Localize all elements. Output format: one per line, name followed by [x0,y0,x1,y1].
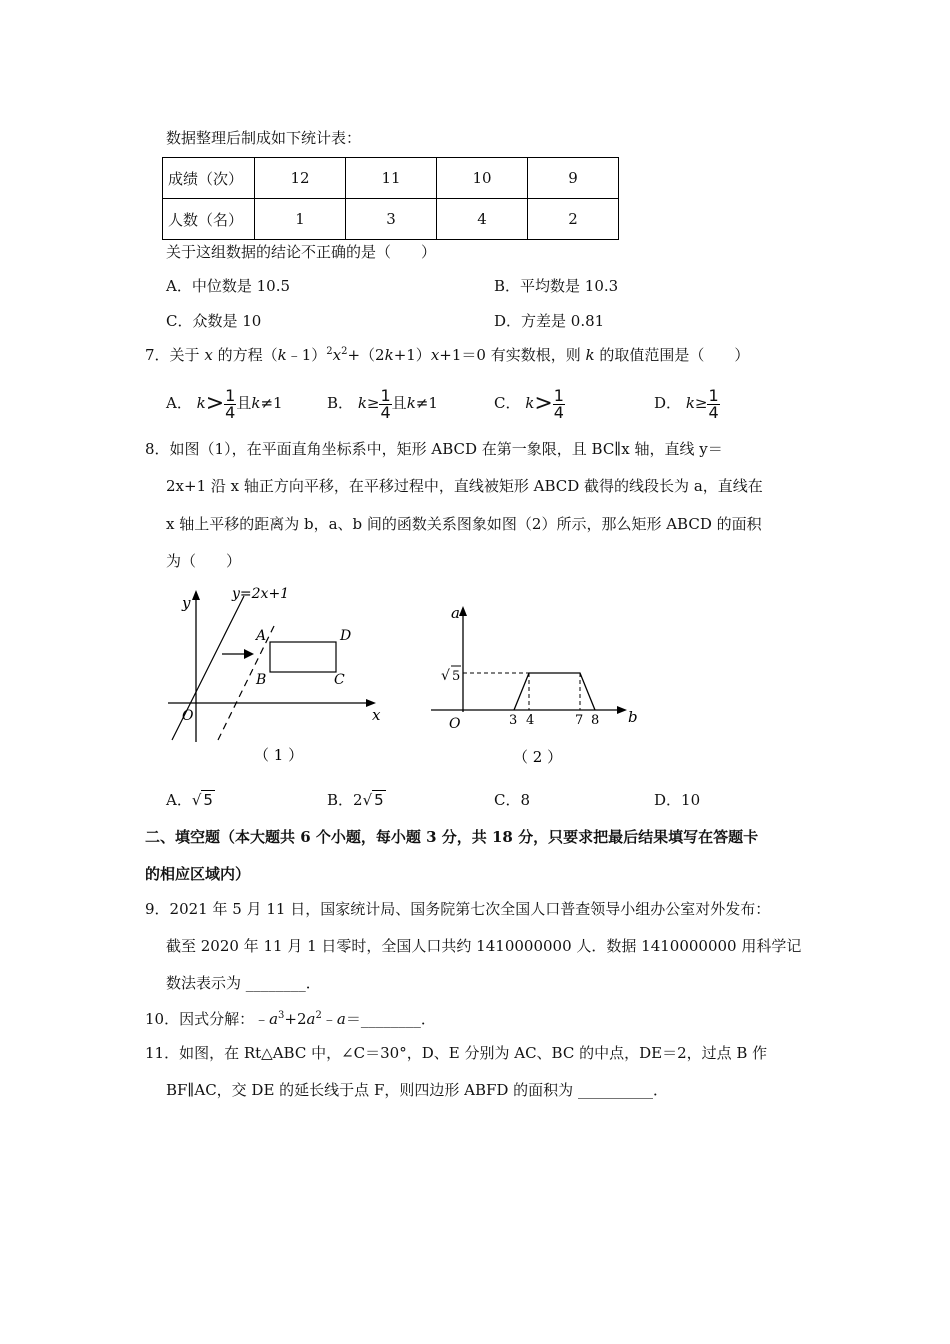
exponent: 2 [315,1010,322,1021]
var: k [585,346,595,364]
label-sqrt5: 5 [452,669,461,684]
text: ﹣ [321,1010,337,1028]
option-label: D． [654,791,682,809]
relation: ≥ [694,394,708,412]
var: k [251,394,261,412]
var: k [685,394,695,412]
option-text: 8 [520,791,531,809]
sqrt: √ 5 [362,791,384,809]
b-axis-arrow [617,706,627,714]
text: ＝________． [345,1010,436,1028]
q9-line-1: 9．2021 年 5 月 11 日，国家统计局、国务院第七次全国人口普查领导小组办公室对外发布： [145,900,771,918]
option-label: C． [494,791,521,809]
text: 的取值范围是（ ） [599,346,750,364]
denominator: 4 [225,402,236,422]
text: 10．因式分解：﹣ [145,1010,270,1028]
option-label: B． [327,394,354,412]
q8-line-1: 8．如图（1），在平面直角坐标系中，矩形 ABCD 在第一象限，且 BC∥x 轴，直线 y＝ [145,440,723,458]
relation: > [534,391,553,416]
numerator: 1 [708,385,719,405]
text: 的方程（ [217,346,278,364]
q7-option-a [166,385,283,422]
q6-option-c: C．众数是 10 [166,312,262,330]
label-x: x [372,706,381,724]
exponent: 3 [278,1010,285,1021]
q6-option-a: A．中位数是 10.5 [166,277,290,295]
relation: ≥ [366,394,380,412]
q9-line-2: 截至 2020 年 11 月 1 日零时，全国人口共约 1410000000 人．数据 1410000000 用科学记 [166,937,802,955]
table-cell: 11 [346,158,437,199]
table-row [163,199,619,240]
label-a: A [256,628,267,644]
var: k [277,346,287,364]
tick-7: 7 [575,713,584,728]
denominator: 4 [380,402,391,422]
denominator: 4 [553,402,564,422]
sqrt-sign: √ [441,668,450,684]
q8-option-d [654,790,700,810]
label-o2: O [449,716,461,732]
q8-option-c [494,790,530,810]
q11-line-1: 11．如图，在 Rt△ABC 中，∠C＝30°，D、E 分别为 AC、BC 的中点，DE＝2，过点 B 作 [145,1044,768,1062]
radicand: 5 [203,791,213,809]
question-number: 7． [145,346,170,364]
q7-stem [145,345,749,365]
figure-1 [160,582,400,772]
q6-stem: 关于这组数据的结论不正确的是（ ） [166,243,437,261]
shifted-line [218,622,276,740]
text: +1） [393,346,431,364]
option-label: A． [166,791,192,809]
option-label: C． [494,394,521,412]
text: 且 [391,394,407,412]
var: a [336,1010,346,1028]
section-2-heading: 二、填空题（本大题共 6 个小题，每小题 3 分，共 18 分，只要求把最后结果填写在答题卡 [145,828,759,846]
var: a [306,1010,316,1028]
sqrt: √ 5 [191,791,213,809]
coefficient: 2 [353,791,363,809]
radicand: 5 [374,791,384,809]
tick-3: 3 [509,713,518,728]
var: k [196,394,206,412]
tick-4: 4 [526,713,535,728]
fraction [707,385,719,422]
q6-option-d: D．方差是 0.81 [494,312,605,330]
q8-line-4: 为（ ） [166,552,242,570]
fraction [553,385,565,422]
function-graph [514,673,595,710]
label-c: C [334,672,345,688]
table-cell: 3 [346,199,437,240]
relation: > [205,391,225,416]
exponent: 2 [341,346,348,357]
rectangle-abcd [270,642,336,672]
figure-2 [425,600,655,775]
arrow-head [244,649,254,659]
option-label: A． [166,394,192,412]
table-row [163,158,619,199]
fraction [379,385,391,422]
caption-1: （ 1 ） [254,746,304,764]
label-line: y=2x+1 [232,586,290,602]
table-cell: 4 [437,199,528,240]
numerator: 1 [553,385,564,405]
var: a [269,1010,279,1028]
var: k [525,394,535,412]
denominator: 4 [708,402,719,422]
table-cell: 成绩（次） [163,158,255,199]
var: x [430,346,440,364]
var: x [332,346,342,364]
q6-option-b: B．平均数是 10.3 [494,277,619,295]
q8-option-b [327,790,386,810]
var: k [384,346,394,364]
text: ≠1 [260,394,283,412]
caption-2: （ 2 ） [513,748,563,766]
label-b-axis: b [628,708,638,726]
q8-line-3: x 轴上平移的距离为 b，a、b 间的函数关系图象如图（2）所示，那么矩形 ABCD 的面积 [166,515,762,533]
q11-line-2: BF∥AC，交 DE 的延长线于点 F，则四边形 ABFD 的面积为 __________． [166,1081,668,1099]
text: 且 [236,394,252,412]
y-axis-arrow [192,590,200,600]
var: x [204,346,213,364]
table-cell: 人数（名） [163,199,255,240]
var: k [406,394,416,412]
text: 关于 [169,346,200,364]
text: ≠1 [415,394,438,412]
q7-option-b [327,385,438,421]
label-d: D [340,628,352,644]
tick-8: 8 [591,713,600,728]
option-label: D． [654,394,682,412]
table-intro: 数据整理后制成如下统计表： [166,129,362,147]
q8-line-2: 2x+1 沿 x 轴正方向平移，在平移过程中，直线被矩形 ABCD 截得的线段长为 a，直线在 [166,477,763,495]
table-cell: 2 [528,199,619,240]
table-cell: 1 [255,199,346,240]
label-b: B [256,672,267,688]
text: +1＝0 有实数根，则 [439,346,581,364]
label-o: O [182,708,194,724]
a-axis-arrow [459,606,467,616]
section-2-heading-cont: 的相应区域内） [145,865,251,883]
table-cell: 10 [437,158,528,199]
numerator: 1 [380,385,391,405]
q9-line-3: 数法表示为 ________． [166,974,321,992]
numerator: 1 [225,385,236,405]
text: ﹣1） [286,346,327,364]
q10 [145,1009,436,1029]
label-y: y [182,594,191,612]
var: k [357,394,367,412]
q7-option-c [494,385,565,422]
q7-option-d [654,385,720,421]
fraction [224,385,236,422]
table-cell: 9 [528,158,619,199]
option-text: 10 [681,791,701,809]
text: +2 [284,1010,307,1028]
text: +（2 [347,346,385,364]
table-cell: 12 [255,158,346,199]
stats-table [162,157,619,240]
exponent: 2 [326,346,333,357]
q8-option-a [166,790,215,810]
label-a-axis: a [451,604,460,622]
option-label: B． [327,791,354,809]
